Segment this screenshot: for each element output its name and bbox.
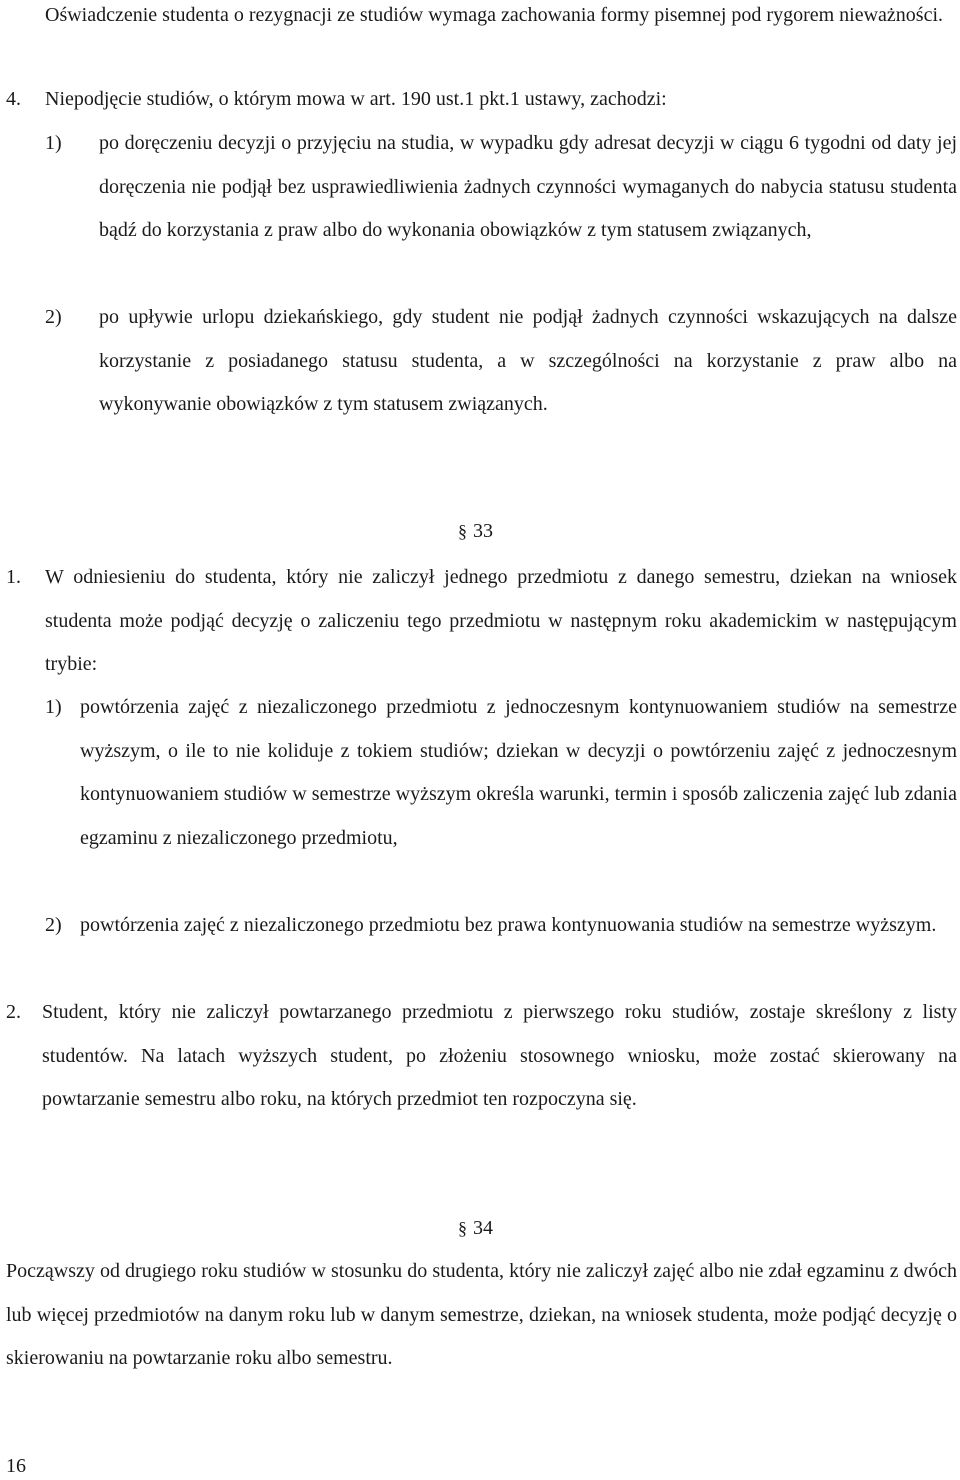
section-34-text: Począwszy od drugiego roku studiów w stosunku do studenta, który nie zaliczył zajęć albo nie zdał egzaminu z dwóch lub więcej przedmiotów na danym roku lub w danym semestrze, dziekan, na wniosek studenta, może podjąć decyzję o skierowaniu na powtarzanie roku albo semestru.	[6, 1260, 957, 1370]
item-4-subitem-2-text: po upływie urlopu dziekańskiego, gdy student nie podjął żadnych czynności wskazujących na dalsze korzystanie z posiadanego statusu studenta, a w szczególności na korzystanie z praw albo na wykonywanie obowiązków z tym statusem związanych.	[99, 306, 957, 416]
section-sign: §	[458, 1218, 467, 1238]
page-number: 16	[6, 1455, 26, 1477]
item-4-subitem-1-number: 1)	[45, 132, 62, 154]
item-4-subitem-1-text: po doręczeniu decyzji o przyjęciu na studia, w wypadku gdy adresat decyzji w ciągu 6 tygodni od daty jej doręczenia nie podjął bez usprawiedliwienia żadnych czynności wymaganych do nabycia statusu studenta bądź do korzystania z praw albo do wykonania obowiązków z tym statusem związanych,	[99, 132, 957, 242]
item-4-text: Niepodjęcie studiów, o którym mowa w art. 190 ust.1 pkt.1 ustawy, zachodzi:	[45, 88, 667, 110]
section-33-heading	[458, 520, 493, 543]
section-33-item-1-number: 1.	[6, 566, 21, 588]
section-33-item-1-subitem-2-text: powtórzenia zajęć z niezaliczonego przedmiotu bez prawa kontynuowania studiów na semestrze wyższym.	[80, 914, 937, 936]
section-33-item-1-subitem-1-number: 1)	[45, 696, 62, 718]
section-sign: §	[458, 521, 467, 541]
section-33-item-1-subitem-2-number: 2)	[45, 914, 62, 936]
section-33-item-1-subitem-1-text: powtórzenia zajęć z niezaliczonego przedmiotu z jednoczesnym kontynuowaniem studiów na semestrze wyższym, o ile to nie koliduje z tokiem studiów; dziekan w decyzji o powtórzeniu zajęć z jednoczesnym kontynuowaniem studiów w semestrze wyższym określa warunki, termin i sposób zaliczenia zajęć lub zdania egzaminu z niezaliczonego przedmiotu,	[80, 696, 957, 849]
item-4-subitem-2-number: 2)	[45, 306, 62, 328]
section-33-item-2-number: 2.	[6, 1001, 21, 1023]
section-33-item-1-text: W odniesieniu do studenta, który nie zaliczył jednego przedmiotu z danego semestru, dziekan na wniosek studenta może podjąć decyzję o zaliczeniu tego przedmiotu w następnym roku akademickim w następującym trybie:	[45, 566, 957, 676]
item-4-number: 4.	[6, 88, 21, 110]
section-33-number: 33	[473, 520, 493, 542]
section-34-number: 34	[473, 1217, 493, 1239]
section-33-item-2-text: Student, który nie zaliczył powtarzanego przedmiotu z pierwszego roku studiów, zostaje skreślony z listy studentów. Na latach wyższych student, po złożeniu stosownego wniosku, może zostać skierowany na powtarzanie semestru albo roku, na których przedmiot ten rozpoczyna się.	[42, 1001, 957, 1111]
intro-paragraph: Oświadczenie studenta o rezygnacji ze studiów wymaga zachowania formy pisemnej pod rygorem nieważności.	[45, 4, 944, 26]
section-34-heading	[458, 1217, 493, 1240]
